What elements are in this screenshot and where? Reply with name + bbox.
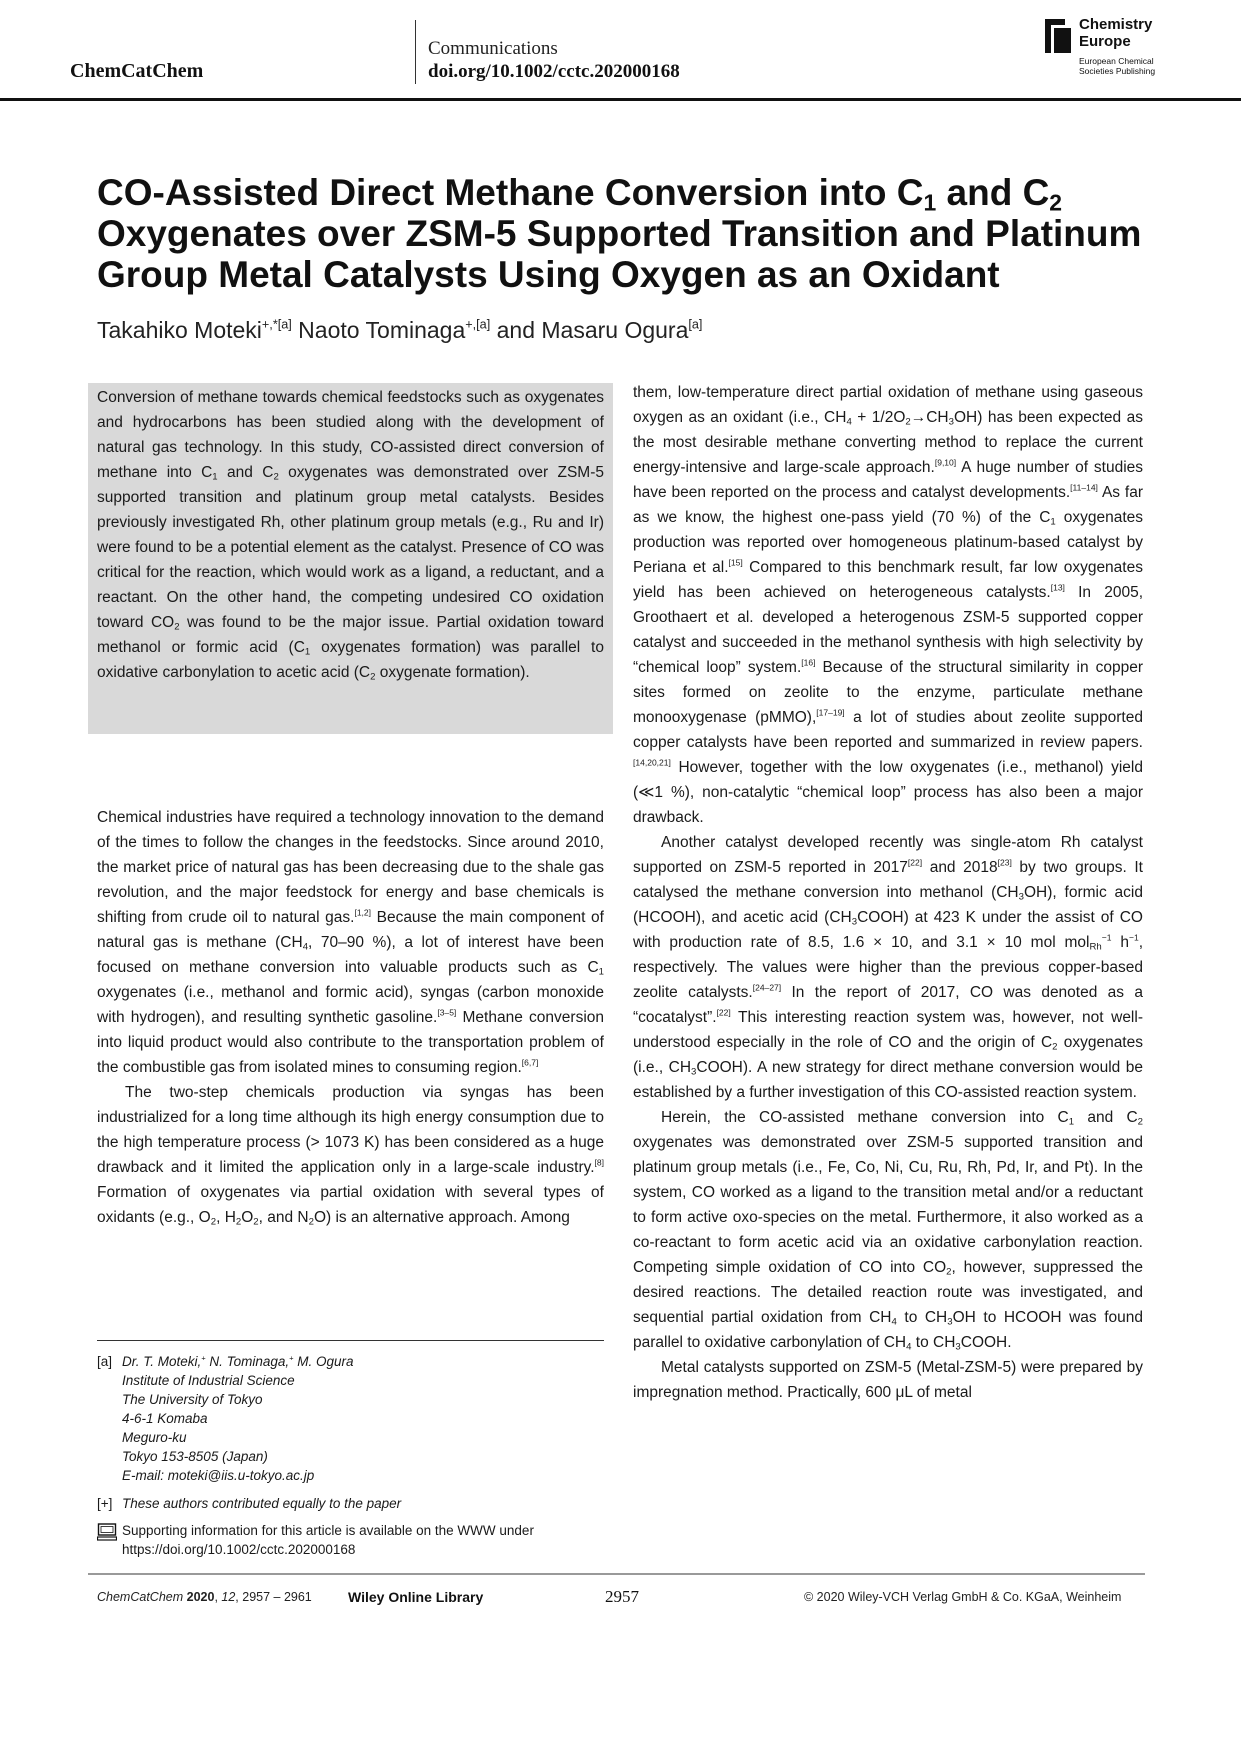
citation[interactable]: [23] (997, 857, 1012, 868)
page-number: 2957 (605, 1587, 639, 1606)
affiliation-email[interactable]: E-mail: moteki@iis.u-tokyo.ac.jp (122, 1468, 315, 1483)
citation[interactable]: [6,7] (521, 1057, 539, 1068)
author-list (97, 317, 702, 344)
journal-name: ChemCatChem (70, 60, 204, 82)
body-paragraph: Herein, the CO-assisted methane conversion into $C_1$ and $C_2$ oxygenates was demonstrated over ZSM-5 supported transition and platinum group metals (i.e., Fe, Co, Ni, Cu, Ru, Rh, Pd, Ir, and Pt). In the system, CO worked as a ligand to the transition metal and/or a reductant to form active oxo-species on the metal. Furthermore, it also worked as a co-reactant to form acetic acid via an oxidative carbonylation reaction. Competing simple oxidation of CO into $CO_2$, however, suppressed the desired reactions. The detailed reaction route was investigated, and sequential partial oxidation from $CH_4$ to $CH_3OH$ to HCOOH was found parallel to oxidative carbonylation of $CH_4$ to $CH_3COOH$. (633, 1109, 1143, 1353)
equal-contribution-footnote (97, 1494, 607, 1513)
body-paragraph: Chemical industries have required a technology innovation to the demand of the times to follow the changes in the feedstocks. Since around 2010, the market price of natural gas has been decreasing due to the shale gas revolution, and the major feedstock for energy and base chemicals is shifting from crude oil to natural gas.[1,2] Because the main component of natural gas is methane ($CH_4$, 70–90 %), a lot of interest have been focused on methane conversion into valuable products such as $C_1$ oxygenates (i.e., methanol and formic acid), syngas (carbon monoxide with hydrogen), and resulting synthetic gasoline.[3–5] Methane conversion into liquid product would also contribute to the transportation problem of the combustible gas from isolated mines to consuming region.[6,7] (97, 809, 605, 1076)
citation[interactable]: [9,10] (934, 457, 957, 468)
article-title: CO-Assisted Direct Methane Conversion into $C_1$ and $C_2$ Oxygenates over ZSM-5 Supported Transition and Platinum Group Metal Catalysts Using Oxygen as an Oxidant (97, 172, 1142, 295)
header-rule (0, 98, 1241, 101)
computer-icon (97, 1523, 117, 1541)
chemistry-europe-logo-icon (1045, 19, 1071, 53)
author-moteki[interactable]: Takahiko Moteki (97, 317, 262, 343)
publisher-sub-line1: European Chemical (1079, 56, 1154, 66)
footer-citation: ChemCatChem 2020, 12, 2957 – 2961 (97, 1590, 312, 1604)
copyright-notice: © 2020 Wiley-VCH Verlag GmbH & Co. KGaA, Weinheim (804, 1590, 1122, 1604)
affiliation-university: The University of Tokyo (122, 1392, 263, 1407)
citation[interactable]: [13] (1050, 582, 1065, 593)
affiliation-footnote (97, 1352, 607, 1485)
wiley-online-library-link[interactable]: Wiley Online Library (348, 1589, 484, 1605)
right-column-body (633, 380, 1143, 1405)
author-tominaga[interactable]: Naoto Tominaga (291, 317, 466, 343)
publisher-subtitle (1079, 56, 1155, 76)
citation[interactable]: [17–19] (816, 707, 845, 718)
affiliation-institute: Institute of Industrial Science (122, 1373, 295, 1388)
citation[interactable]: [15] (728, 557, 743, 568)
citation[interactable]: [1,2] (354, 907, 372, 918)
citation[interactable]: [22] (716, 1007, 731, 1018)
abstract-text: Conversion of methane towards chemical feedstocks such as oxygenates and hydrocarbons has been studied along with the development of natural gas technology. In this study, CO-assisted direct conversion of methane into $C_1$ and $C_2$ oxygenates was demonstrated over ZSM-5 supported transition and platinum group metal catalysts. Besides previously investigated Rh, other platinum group metals (e.g., Ru and Ir) were found to be a potential element as the catalyst. Presence of CO was critical for the reaction, which would work as a ligand, a reductant, and a reactant. On the other hand, the competing undesired CO oxidation toward $CO_2$ was found to be the major issue. Partial oxidation toward methanol or formic acid ($C_1$ oxygenates formation) was parallel to oxidative carbonylation to acetic acid ($C_2$ oxygenate formation). (97, 389, 604, 683)
affiliation-ward: Meguro-ku (122, 1430, 187, 1445)
publisher-sub-line2: Societies Publishing (1079, 66, 1156, 76)
footnote-label: [a] (97, 1354, 113, 1369)
footer-rule (88, 1573, 1145, 1575)
affiliation-names: Dr. T. Moteki,+ N. Tominaga,+ M. Ogura (122, 1353, 354, 1369)
citation[interactable]: [11–14] (1070, 482, 1098, 493)
citation[interactable]: [3–5] (437, 1007, 457, 1018)
publisher-name-line1: Chemistry (1079, 16, 1153, 33)
footnotes (97, 1352, 607, 1559)
footnote-rule (97, 1340, 604, 1341)
publisher-name (1079, 16, 1152, 50)
article-section: Communications (428, 38, 558, 59)
author-affiliation-mark: +,[a] (465, 317, 491, 332)
citation[interactable]: [8] (594, 1157, 604, 1168)
abstract (97, 385, 604, 685)
supporting-info-text[interactable]: Supporting information for this article is available on the WWW under https://doi.org/10.1002/cctc.202000168 (122, 1523, 534, 1557)
publisher-logo (1045, 16, 1175, 86)
citation[interactable]: [14,20,21] (633, 757, 671, 768)
footnote-label: [+] (97, 1496, 113, 1511)
affiliation-city: Tokyo 153-8505 (Japan) (122, 1449, 268, 1464)
left-column-body (97, 805, 604, 1230)
publisher-name-line2: Europe (1079, 33, 1131, 50)
equal-contribution-text: These authors contributed equally to the paper (122, 1496, 402, 1511)
author-affiliation-mark: +,*[a] (261, 317, 292, 332)
body-paragraph: Metal catalysts supported on ZSM-5 (Metal-ZSM-5) were prepared by impregnation method. Practically, 600 μL of metal (633, 1359, 1143, 1401)
header-divider (415, 20, 416, 84)
supporting-info-footnote (97, 1521, 607, 1559)
body-paragraph: The two-step chemicals production via syngas has been industrialized for a long time although its high energy consumption due to the high temperature process (> 1073 K) has been considered as a huge drawback and it limited the application only in a large-scale industry.[8] Formation of oxygenates via partial oxidation with several types of oxidants (e.g., $O_2$, $H_2O_2$, and $N_2O$) is an alternative approach. Among (97, 1084, 604, 1228)
body-paragraph: them, low-temperature direct partial oxidation of methane using gaseous oxygen as an oxidant (i.e., $CH_4 + 1/2O_2\to CH_3OH$) has been expected as the most desirable methane converting method to replace the current energy-intensive and large-scale approach.[9,10] A huge number of studies have been reported on the process and catalyst developments.[11–14] As far as we know, the highest one-pass yield (70 %) of the $C_1$ oxygenates production was reported over homogeneous platinum-based catalyst by Periana et al.[15] Compared to this benchmark result, far low oxygenates yield has been achieved on heterogeneous catalysts.[13] In 2005, Groothaert et al. developed a heterogenous ZSM-5 supported copper catalyst and succeeded in the methanol synthesis with high selectivity by “chemical loop” system.[16] Because of the structural similarity in copper sites formed on zeolite to the enzyme, particulate methane monooxygenase (pMMO),[17–19] a lot of studies about zeolite supported copper catalysts have been reported and summarized in review papers.[14,20,21] However, together with the low oxygenates (i.e., methanol) yield (≪1 %), non-catalytic “chemical loop” process has also been a major drawback. (633, 384, 1144, 826)
author-affiliation-mark: [a] (688, 317, 703, 332)
article-doi[interactable]: doi.org/10.1002/cctc.202000168 (428, 61, 680, 82)
body-paragraph: Another catalyst developed recently was single-atom Rh catalyst supported on ZSM-5 reported in 2017[22] and 2018[23] by two groups. It catalysed the methane conversion into methanol $(CH_3OH)$, formic acid (HCOOH), and acetic acid $(CH_3COOH)$ at 423 K under the assist of CO with production rate of 8.5, 1.6 × 10, and 3.1 × 10 mol mol$_{Rh}^{-1}$ $h^{-1}$, respectively. The values were higher than the previous copper-based zeolite catalysts.[24–27] In the report of 2017, CO was denoted as a “cocatalyst”.[22] This interesting reaction system was, however, not well-understood especially in the role of CO and the origin of $C_2$ oxygenates (i.e., $CH_3COOH$). A new strategy for direct methane conversion would be established by a further investigation of this CO-assisted reaction system. (633, 834, 1144, 1101)
citation[interactable]: [22] (907, 857, 923, 868)
author-ogura[interactable]: and Masaru Ogura (490, 317, 689, 343)
citation[interactable]: [24–27] (752, 982, 782, 993)
affiliation-street: 4-6-1 Komaba (122, 1411, 208, 1426)
citation[interactable]: [16] (801, 657, 816, 668)
